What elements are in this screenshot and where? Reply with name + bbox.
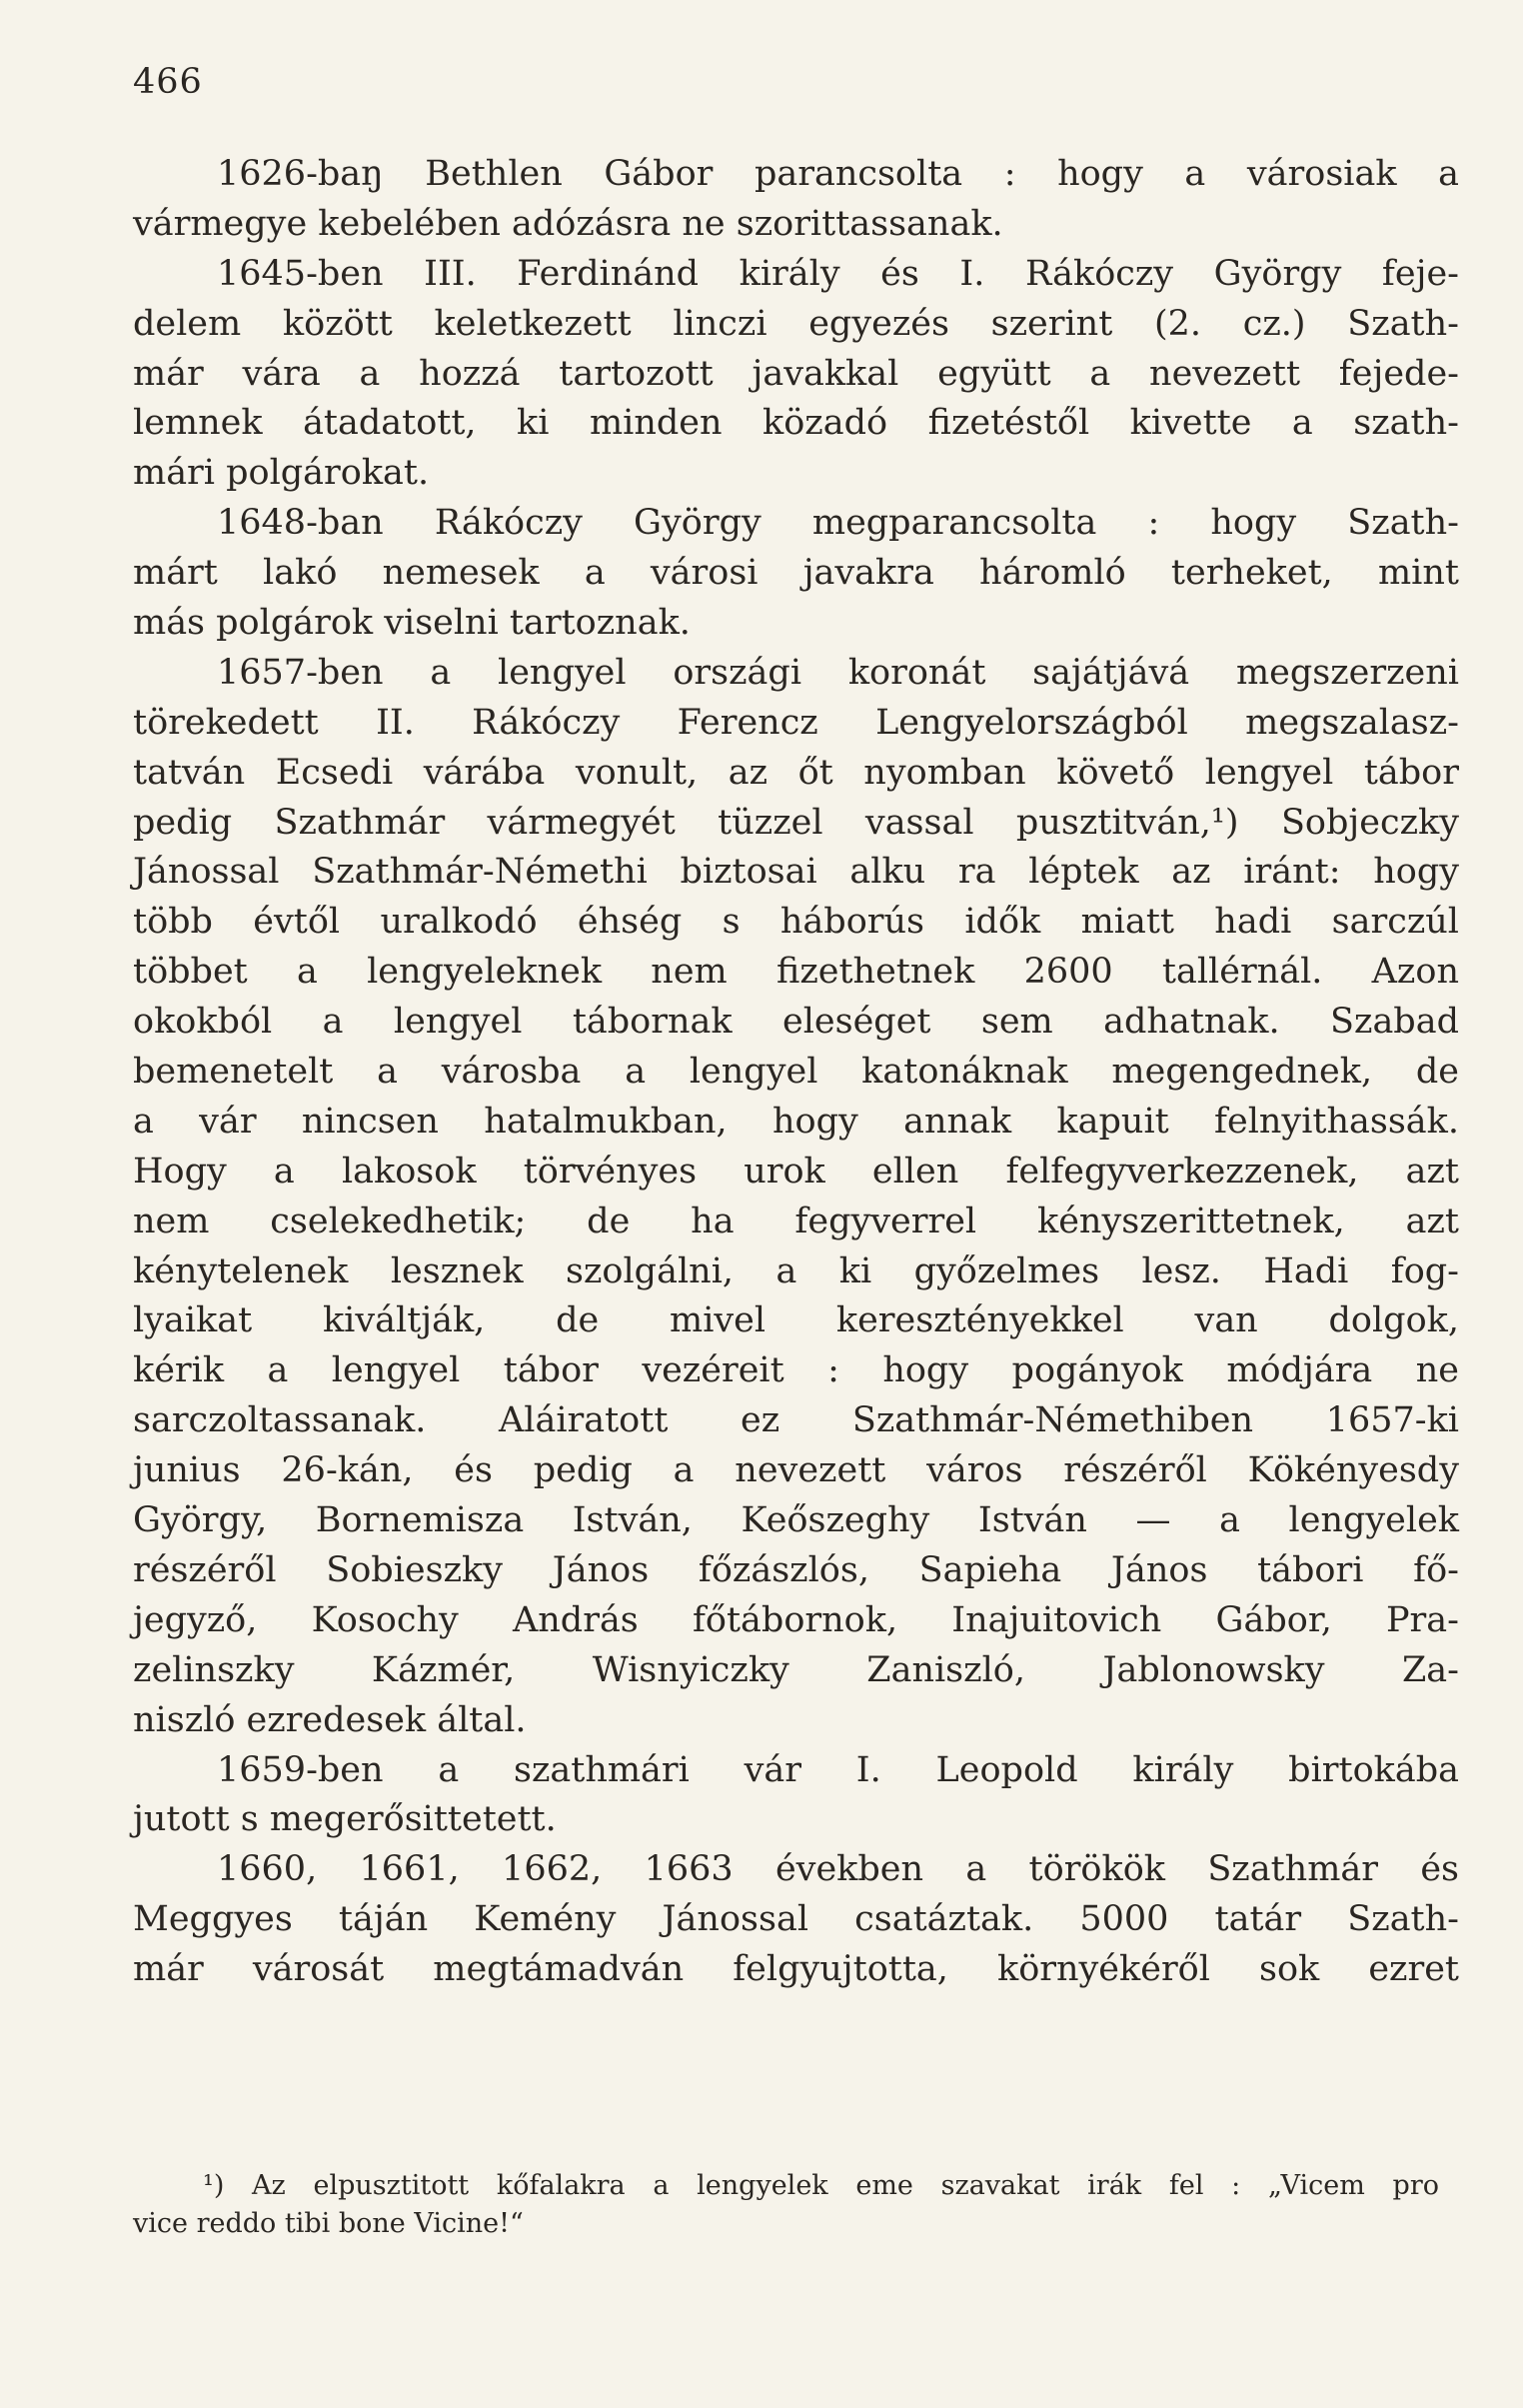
footnote	[133, 2167, 1439, 2243]
text-line: részéről Sobieszky János főzászlós, Sapieha János tábori fő-	[133, 1549, 1459, 1590]
page-number: 466	[133, 62, 203, 102]
text-line: 1659-ben a szathmári vár I. Leopold király birtokába	[217, 1749, 1459, 1790]
text-line: 1648-ban Rákóczy György megparancsolta : hogy Szath-	[217, 503, 1459, 544]
text-line: jutott s megerősittetett.	[133, 1799, 557, 1840]
text-line: lemnek átadatott, ki minden közadó fizetéstől kivette a szath-	[133, 403, 1459, 444]
text-line: 1626-baŋ Bethlen Gábor parancsolta : hogy a városiak a	[217, 154, 1459, 194]
text-line: mári polgárokat.	[133, 453, 430, 494]
text-line: 1660, 1661, 1662, 1663 években a törökök Szathmár és	[217, 1849, 1459, 1890]
text-line: több évtől uralkodó éhség s háborús idők miatt hadi sarczúl	[133, 902, 1459, 943]
body-text	[133, 150, 1459, 1995]
text-line: 1645-ben III. Ferdinánd király és I. Rákóczy György feje-	[217, 253, 1459, 294]
text-line: kénytelenek lesznek szolgálni, a ki győzelmes lesz. Hadi fog-	[133, 1250, 1459, 1291]
text-line: tatván Ecsedi várába vonult, az őt nyomban követő lengyel tábor	[133, 752, 1459, 793]
text-line: bemenetelt a városba a lengyel katonáknak megengednek, de	[133, 1052, 1459, 1093]
text-line: lyaikat kiváltják, de mivel keresztényekkel van dolgok,	[133, 1300, 1459, 1341]
text-line: márt lakó nemesek a városi javakra háromló terheket, mint	[133, 553, 1459, 594]
text-line: törekedett II. Rákóczy Ferencz Lengyelországból megszalasz-	[133, 702, 1459, 743]
text-line: zelinszky Kázmér, Wisnyiczky Zaniszló, Jablonowsky Za-	[133, 1649, 1459, 1690]
text-line: pedig Szathmár vármegyét tüzzel vassal pusztitván,¹) Sobjeczky	[133, 802, 1459, 843]
text-line: junius 26-kán, és pedig a nevezett város részéről Kökényesdy	[133, 1450, 1459, 1491]
text-line: sarczoltassanak. Aláiratott ez Szathmár-Némethiben 1657-ki	[133, 1400, 1459, 1441]
text-line: niszló ezredesek által.	[133, 1699, 527, 1740]
footnote-line: ¹) Az elpusztitott kőfalakra a lengyelek eme szavakat irák fel : „Vicem pro	[203, 2170, 1439, 2201]
text-line: már vára a hozzá tartozott javakkal együtt a nevezett fejede-	[133, 353, 1459, 394]
text-line: György, Bornemisza István, Keőszeghy István — a lengyelek	[133, 1500, 1459, 1541]
text-line: 1657-ben a lengyel országi koronát sajátjává megszerzeni	[217, 652, 1459, 693]
text-line: kérik a lengyel tábor vezéreit : hogy pogányok módjára ne	[133, 1350, 1459, 1391]
text-line: a vár nincsen hatalmukban, hogy annak kapuit felnyithassák.	[133, 1101, 1459, 1142]
text-line: jegyző, Kosochy András főtábornok, Inajuitovich Gábor, Pra-	[133, 1599, 1459, 1640]
text-line: okokból a lengyel tábornak eleséget sem adhatnak. Szabad	[133, 1002, 1459, 1043]
text-line: vármegye kebelében adózásra ne szorittassanak.	[133, 203, 1003, 244]
footnote-line: vice reddo tibi bone Vicine!“	[133, 2208, 524, 2239]
text-line: Meggyes táján Kemény Jánossal csatáztak. 5000 tatár Szath-	[133, 1899, 1459, 1940]
text-line: más polgárok viselni tartoznak.	[133, 603, 691, 644]
text-line: delem között keletkezett linczi egyezés szerint (2. cz.) Szath-	[133, 303, 1459, 344]
text-line: Hogy a lakosok törvényes urok ellen felfegyverkezzenek, azt	[133, 1151, 1459, 1192]
text-line: nem cselekedhetik; de ha fegyverrel kényszerittetnek, azt	[133, 1201, 1459, 1241]
text-line: Jánossal Szathmár-Némethi biztosai alku ra léptek az iránt: hogy	[133, 852, 1459, 893]
text-line: többet a lengyeleknek nem fizethetnek 2600 tallérnál. Azon	[133, 952, 1459, 993]
text-line: már városát megtámadván felgyujtotta, környékéről sok ezret	[133, 1949, 1459, 1990]
